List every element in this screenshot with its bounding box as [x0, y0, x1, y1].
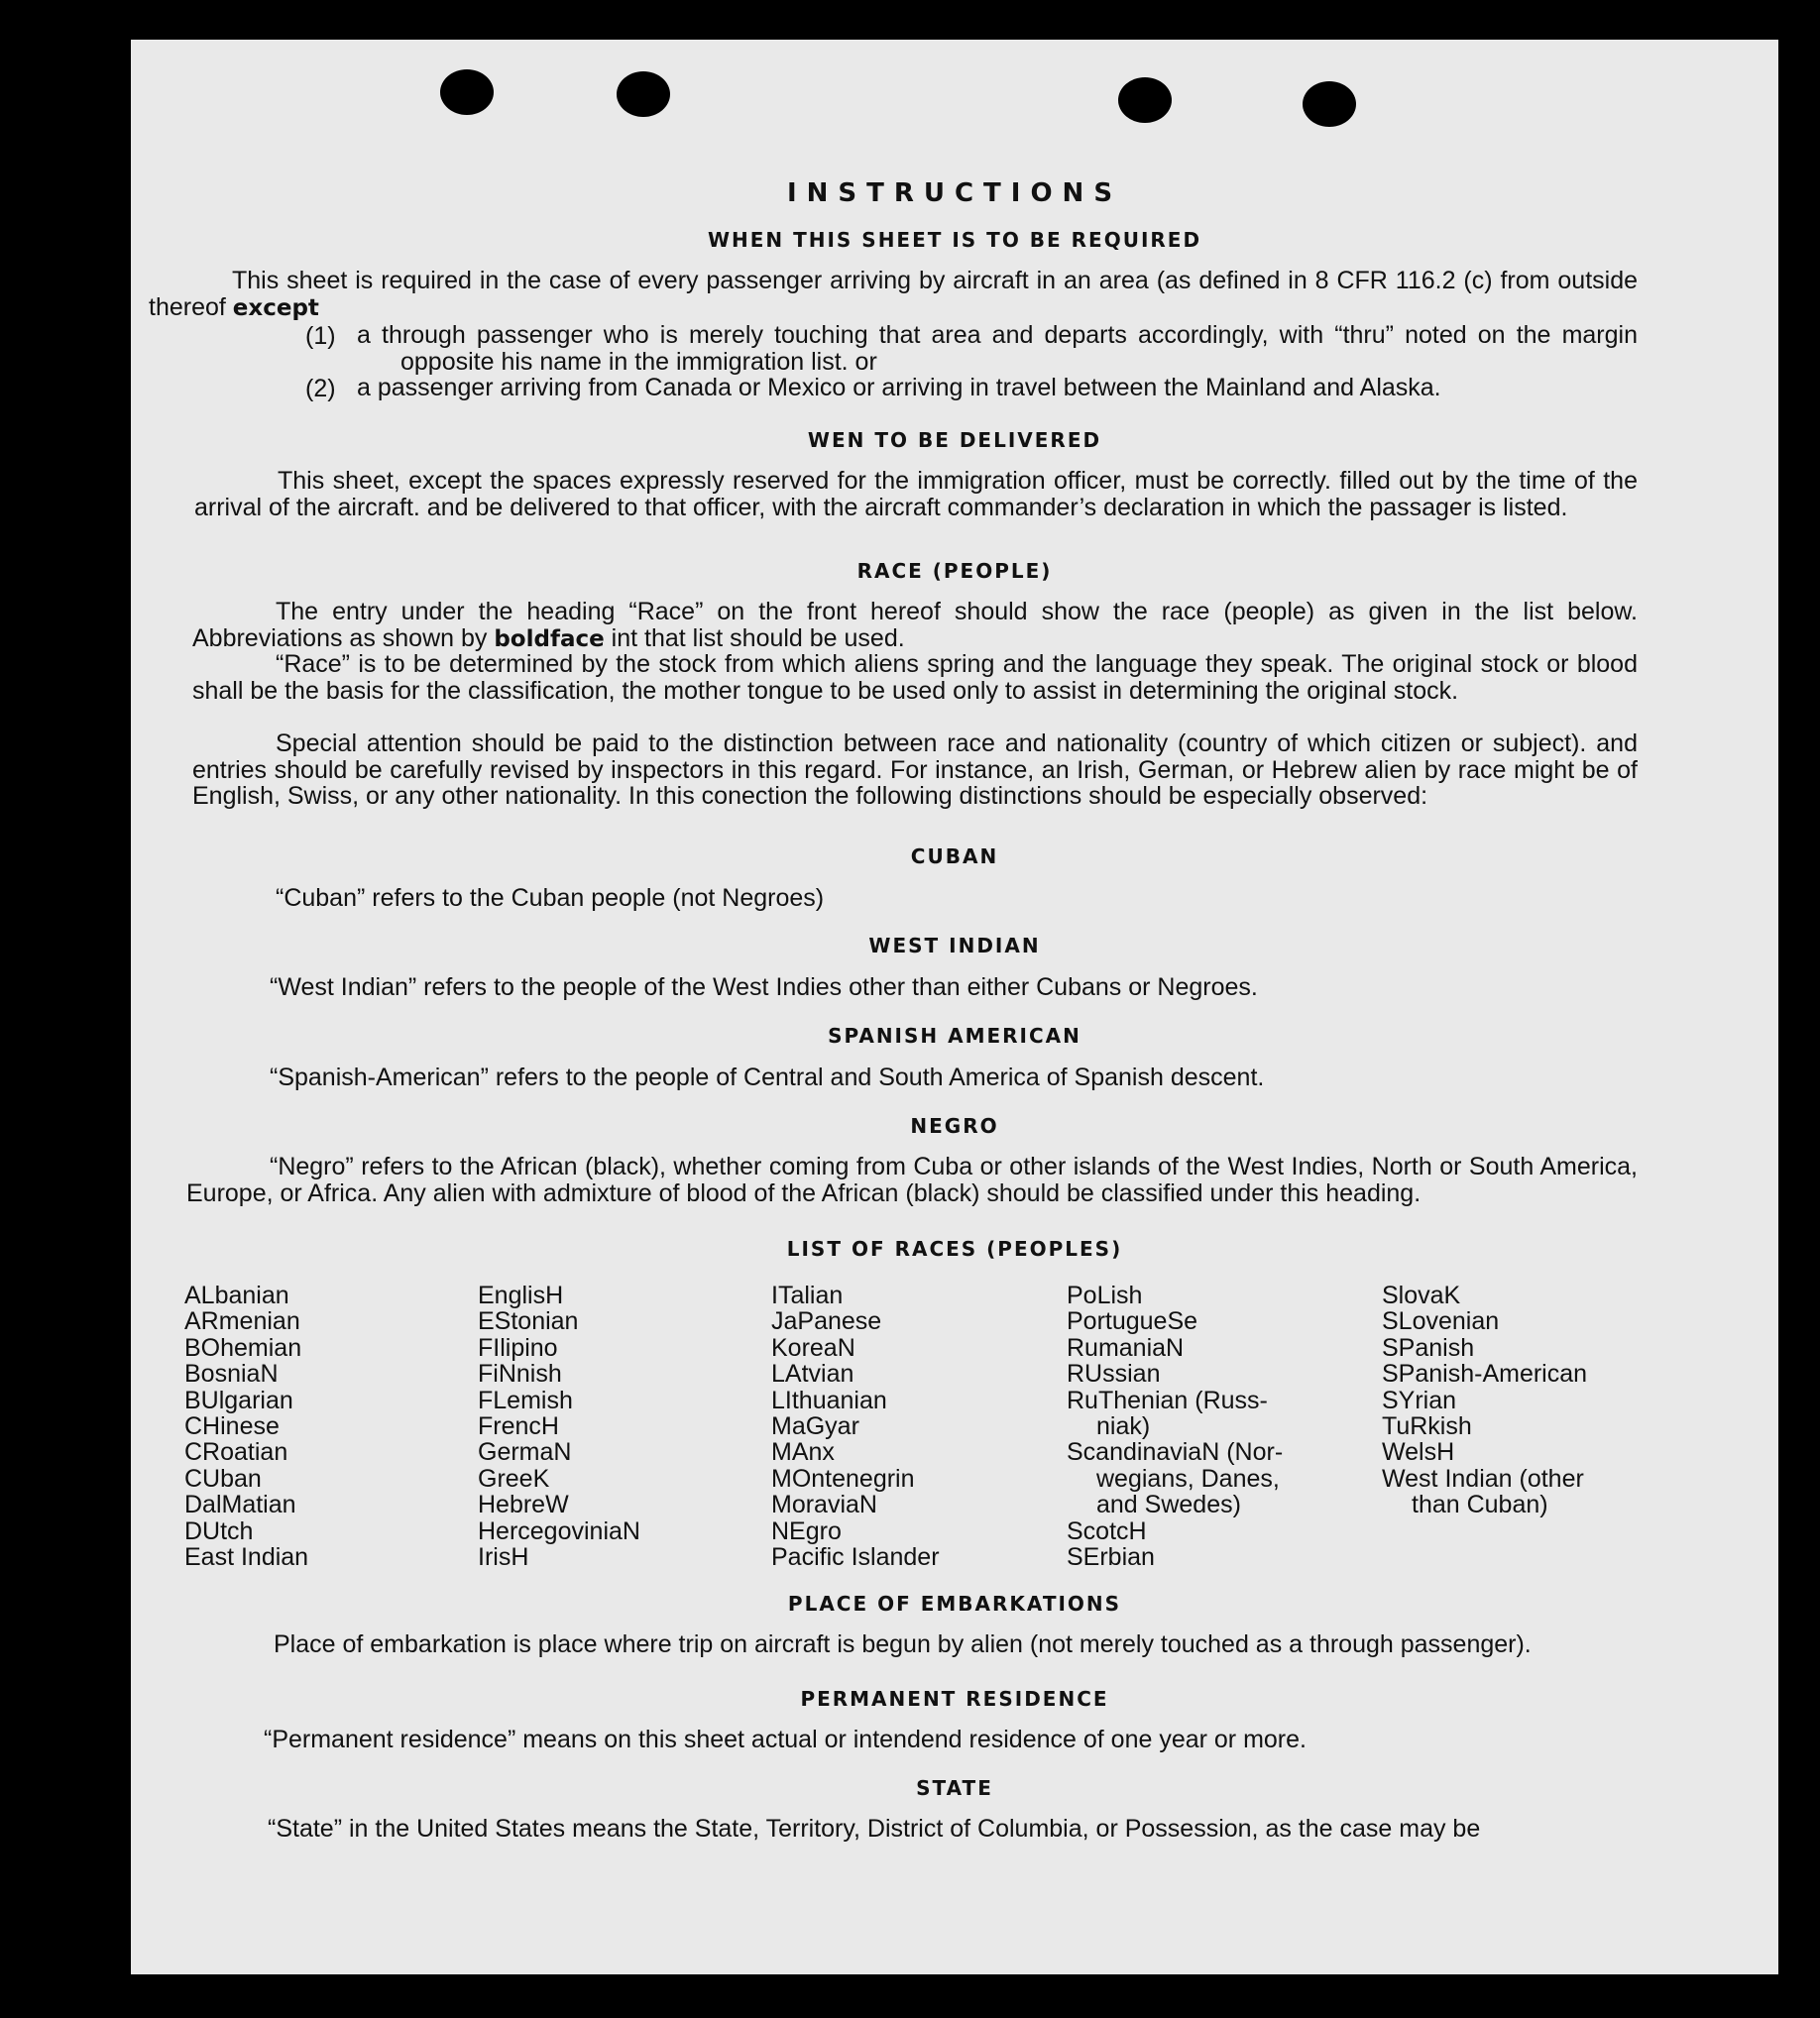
paragraph-delivery: This sheet, except the spaces expressly reserved for the immigration officer, must be correctly. filled out by the time of the arrival of the aircraft. and be delivered to that officer, with the aircraft commander’s declaration in which the passager is listed. — [194, 467, 1638, 521]
race-list-column-4 — [1067, 1283, 1283, 1570]
heading-when-delivered: WEN TO BE DELIVERED — [807, 428, 1102, 452]
race-item: MaGyar — [771, 1412, 859, 1441]
race-item: East Indian — [184, 1543, 309, 1572]
text-run: int that list should be used. — [604, 623, 905, 652]
race-item: BOhemian — [184, 1333, 302, 1362]
race-item: ScandinaviaN (Nor- — [1067, 1438, 1284, 1467]
race-item: WelsH — [1382, 1438, 1455, 1467]
race-item: ARmenian — [184, 1307, 300, 1336]
document-page — [131, 40, 1778, 1974]
race-item: SPanish-American — [1382, 1360, 1588, 1389]
punch-hole — [1118, 77, 1172, 123]
race-item: ScotcH — [1067, 1516, 1147, 1545]
heading-when-required: WHEN THIS SHEET IS TO BE REQUIRED — [707, 228, 1202, 252]
punch-hole — [440, 69, 494, 115]
paragraph-when-required — [149, 268, 1638, 321]
heading-place-of-embarkation: PLACE OF EMBARKATIONS — [787, 1592, 1122, 1616]
race-item: HercegoviniaN — [478, 1516, 640, 1545]
race-item: JaPanese — [771, 1307, 882, 1336]
list-item: a through passenger who is merely touching that area and departs accordingly, with “thru” noted on the margin opposite his name in the immigration list. or — [357, 321, 1638, 376]
race-item: BUlgarian — [184, 1386, 293, 1414]
race-item: SLovenian — [1382, 1307, 1500, 1336]
race-item: West Indian (other — [1382, 1464, 1584, 1493]
race-item: SPanish — [1382, 1333, 1475, 1362]
race-item: FiNnish — [478, 1360, 562, 1389]
punch-hole — [1303, 81, 1356, 127]
race-item: LAtvian — [771, 1360, 854, 1389]
race-item: TuRkish — [1382, 1412, 1472, 1441]
paragraph-race-3: Special attention should be paid to the distinction between race and nationality (country of which citizen or subject). and entries should be carefully revised by inspectors in this regard. For instance, an Irish, German, or Hebrew alien by race might be of English, Swiss, or any other nationality. In this conection the following distinctions should be especially observed: — [192, 729, 1638, 810]
race-item-continuation: than Cuban) — [1412, 1491, 1548, 1519]
race-item-continuation: niak) — [1096, 1412, 1151, 1441]
race-item: FIlipino — [478, 1333, 558, 1362]
race-item: EStonian — [478, 1307, 579, 1336]
race-list-column-1 — [184, 1283, 308, 1570]
paragraph-embarkation: Place of embarkation is place where trip on aircraft is begun by alien (not merely touched as a through passenger). — [274, 1630, 1532, 1658]
race-item: CUban — [184, 1464, 262, 1493]
race-item: GermaN — [478, 1438, 572, 1467]
text-run: The entry under the heading “Race” on the front hereof should show the race (people) as given in the list below. Abbreviations as shown by — [192, 598, 1638, 652]
race-item: LIthuanian — [771, 1386, 887, 1414]
race-list-column-2 — [478, 1283, 640, 1570]
race-item-continuation: wegians, Danes, — [1096, 1464, 1280, 1493]
heading-cuban: CUBAN — [910, 844, 999, 868]
paragraph-race-1 — [192, 599, 1638, 652]
race-item: FLemish — [478, 1386, 573, 1414]
heading-west-indian: WEST INDIAN — [868, 934, 1041, 957]
paragraph-residence: “Permanent residence” means on this sheet actual or intendend residence of one year or more. — [264, 1726, 1307, 1753]
race-item: PoLish — [1067, 1282, 1143, 1309]
punch-hole — [617, 71, 670, 117]
race-item: EnglisH — [478, 1282, 564, 1309]
paragraph-race-2: “Race” is to be determined by the stock from which aliens spring and the language they speak. The original stock or blood shall be the basis for the classification, the mother tongue to be used only to assist in determining the original stock. — [192, 650, 1638, 705]
race-item: RumaniaN — [1067, 1333, 1185, 1362]
paragraph-spanish-american: “Spanish-American” refers to the people of Central and South America of Spanish descent. — [270, 1064, 1265, 1091]
race-item: FrencH — [478, 1412, 559, 1441]
race-item: SlovaK — [1382, 1282, 1461, 1309]
race-list-column-5 — [1382, 1283, 1587, 1518]
text-run: This sheet is required in the case of every passenger arriving by aircraft in an area (as defined in 8 CFR 116.2 (c) from outside thereof — [149, 267, 1638, 321]
race-item: RuThenian (Russ- — [1067, 1386, 1268, 1414]
paragraph-west-indian: “West Indian” refers to the people of the West Indies other than either Cubans or Negroes. — [270, 973, 1258, 1001]
race-item: SErbian — [1067, 1543, 1155, 1572]
race-item: HebreW — [478, 1491, 569, 1519]
heading-state: STATE — [916, 1776, 993, 1800]
race-item: KoreaN — [771, 1333, 855, 1362]
race-item: MAnx — [771, 1438, 835, 1467]
paragraph-state: “State” in the United States means the State, Territory, District of Columbia, or Possession, as the case may be — [268, 1815, 1481, 1843]
race-item: BosniaN — [184, 1360, 279, 1389]
item-number: (1) — [305, 322, 336, 350]
heading-spanish-american: SPANISH AMERICAN — [828, 1024, 1081, 1048]
heading-negro: NEGRO — [910, 1114, 999, 1138]
race-item: DalMatian — [184, 1491, 296, 1519]
race-item: CHinese — [184, 1412, 280, 1441]
race-item: ITalian — [771, 1282, 844, 1309]
race-item: ALbanian — [184, 1282, 289, 1309]
page-title: INSTRUCTIONS — [786, 178, 1123, 208]
race-item: GreeK — [478, 1464, 550, 1493]
item-number: (2) — [305, 375, 336, 402]
race-list-column-3 — [771, 1283, 940, 1570]
race-item: IrisH — [478, 1543, 529, 1572]
heading-permanent-residence: PERMANENT RESIDENCE — [800, 1687, 1109, 1711]
race-item: DUtch — [184, 1516, 254, 1545]
race-item: Pacific Islander — [771, 1543, 940, 1572]
race-item: CRoatian — [184, 1438, 288, 1467]
race-item: SYrian — [1382, 1386, 1457, 1414]
list-item: a passenger arriving from Canada or Mexico or arriving in travel between the Mainland and Alaska. — [357, 374, 1441, 401]
heading-list-of-races: LIST OF RACES (PEOPLES) — [786, 1237, 1123, 1261]
paragraph-cuban: “Cuban” refers to the Cuban people (not Negroes) — [276, 884, 825, 912]
race-item: RUssian — [1067, 1360, 1161, 1389]
bold-run: boldface — [494, 625, 605, 652]
heading-race: RACE (PEOPLE) — [856, 559, 1053, 583]
paragraph-negro: “Negro” refers to the African (black), whether coming from Cuba or other islands of the West Indies, North or South America, Europe, or Africa. Any alien with admixture of blood of the African (black) should be classified under this heading. — [186, 1153, 1638, 1207]
race-item: PortugueSe — [1067, 1307, 1198, 1336]
race-item-continuation: and Swedes) — [1096, 1491, 1241, 1519]
race-item: MOntenegrin — [771, 1464, 915, 1493]
bold-run: except — [232, 294, 319, 321]
race-item: NEgro — [771, 1516, 842, 1545]
race-item: MoraviaN — [771, 1491, 877, 1519]
